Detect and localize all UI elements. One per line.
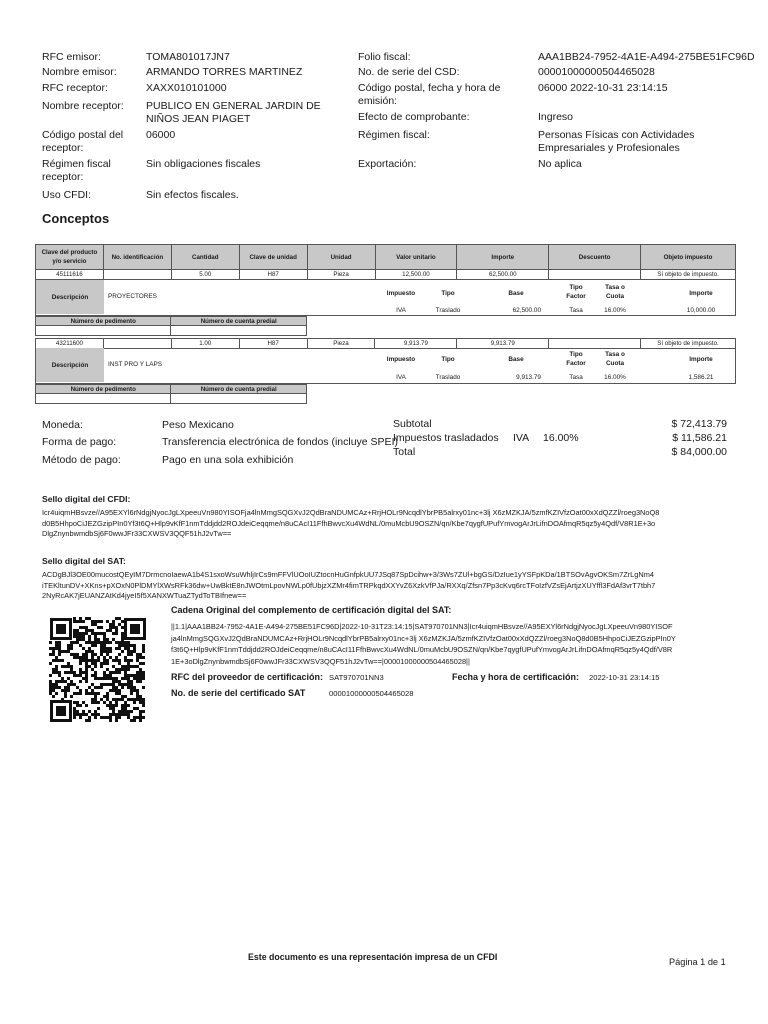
nombre-emisor-label: Nombre emisor: <box>42 66 117 78</box>
tax-base: 9,913.79 <box>516 374 541 381</box>
tax-header-tasa: Tasa o Cuota <box>605 284 625 300</box>
tax-header-impuesto: Impuesto <box>386 356 416 363</box>
cadena-title: Cadena Original del complemento de certificación digital del SAT: <box>171 605 452 615</box>
cell-importe: 62,500.00 <box>457 270 549 280</box>
rfc-receptor-value: XAXX010101000 <box>146 82 227 94</box>
subtotal-label: Subtotal <box>393 418 432 430</box>
th-unidad: Unidad <box>307 245 375 270</box>
pedimento-table-item-2 <box>35 384 307 404</box>
tax-header-importe: Importe <box>689 290 713 297</box>
serie-csd-label: No. de serie del CSD: <box>358 66 460 78</box>
sello-cfdi-text <box>42 508 742 540</box>
sello-cfdi-line: DlgZnynbwmdbSj6F0wwJFr33CXWSV3QQF51hJ2vTw== <box>42 529 232 538</box>
sello-cfdi-title: Sello digital del CFDI: <box>42 494 131 504</box>
sello-sat-line: iTEKltunDV+XKns+pXOxN0PlDMYlXWsRFk36dw+UwBktE8nJWOtmLpovNWLp0fUbjzXZMr4fimTRPkqdXXYvZ6XzkVfPJa/RXXq/Zfsn7Pp3cKvq6rcTFoIzfVZsEjArtjzXUYffl3FdAf3vrT7tbh7 <box>42 580 656 590</box>
table-row <box>36 270 736 280</box>
cp-fecha-label: Código postal, fecha y hora de emisión: <box>358 82 501 107</box>
tax-header-tipo: Tipo <box>441 356 455 363</box>
tax-header-tipo-factor: Tipo Factor <box>566 351 586 367</box>
cell-no-id <box>103 270 171 280</box>
pedimento-table-item-1 <box>35 316 307 336</box>
cadena-line: ||1.1|AAA1BB24-7952-4A1E-A494-275BE51FC96D|2022-10-31T23:14:15|SAT970701NN3|Icr4uiqmHBsvze//A95EXYl6rNdgjNyocJgLXpeeuVn980YISOF <box>171 622 673 631</box>
impuestos-tipo: IVA <box>513 432 530 444</box>
exportacion-label: Exportación: <box>358 158 417 170</box>
tax-header-base: Base <box>508 356 524 363</box>
cadena-line: 1E+3oDlgZnynbwmdbSj6F0wwJFr33CXWSV3QQF51hJ2vTw==|00001000000504465028|| <box>171 656 470 666</box>
total-label: Total <box>393 446 416 458</box>
rfc-proveedor-value: SAT970701NN3 <box>329 673 384 682</box>
nombre-emisor-value: ARMANDO TORRES MARTINEZ <box>146 66 303 78</box>
th-valor-unitario: Valor unitario <box>375 245 457 270</box>
efecto-value: Ingreso <box>538 111 574 123</box>
tax-header-base: Base <box>508 290 524 297</box>
folio-fiscal-value: AAA1BB24-7952-4A1E-A494-275BE51FC96D <box>538 51 755 63</box>
cuenta-predial-value <box>171 394 307 404</box>
cp-fecha-value: 06000 2022-10-31 23:14:15 <box>538 82 668 94</box>
descripcion-label: Descripción <box>36 280 104 314</box>
th-clave-producto: Clave del producto y/o servicio <box>36 245 104 270</box>
pedimento-header: Número de pedimento <box>36 385 171 394</box>
cell-cantidad: 1.00 <box>171 339 239 349</box>
regimen-fiscal-label: Régimen fiscal: <box>358 129 430 141</box>
tax-header-tipo-factor: Tipo Factor <box>566 284 586 300</box>
cell-objeto: Sí objeto de impuesto. <box>641 339 736 349</box>
serie-sat-value: 00001000000504465028 <box>329 689 414 698</box>
cp-receptor-label: Código postal del receptor: <box>42 129 124 154</box>
cell-clave: 45111616 <box>36 270 104 280</box>
sello-sat-text <box>42 570 742 602</box>
total-value: $ 84,000.00 <box>671 446 727 458</box>
tax-header-tasa: Tasa o Cuota <box>605 351 625 367</box>
impuestos-value: $ 11,586.21 <box>672 432 727 444</box>
sello-sat-line: 2NyRcAK7jEUANZAtKd4jyeI5f5XANXWTuaZTydToTBIfnew== <box>42 591 247 600</box>
fecha-cert-value: 2022-10-31 23:14:15 <box>589 673 660 682</box>
subtotal-value: $ 72,413.79 <box>671 418 727 430</box>
tax-impuesto: IVA <box>396 374 406 381</box>
tax-base: 62,500.00 <box>512 307 541 314</box>
cell-no-id <box>103 339 171 349</box>
cell-objeto: Sí objeto de impuesto. <box>641 270 736 280</box>
pedimento-header: Número de pedimento <box>36 317 171 326</box>
descripcion-block-item-1 <box>35 280 736 316</box>
tax-tipo: Traslado <box>435 307 461 314</box>
sello-cfdi-line: Icr4uiqmHBsvze//A95EXYl6rNdgjNyocJgLXpeeuVn980YISOFja4lnMmgSQGXvJ2QdBraNDUMCAz+RrjHOLr9NcqdlYbrPB5alrxy01nc+3lj X6zMZKJA/5zmfKZIVfzOat00xXdQZZl/roeg3NoQ8 <box>42 508 660 517</box>
tax-importe: 1,586.21 <box>688 374 714 381</box>
moneda-value: Peso Mexicano <box>162 419 234 431</box>
nombre-receptor-value: PUBLICO EN GENERAL JARDIN DE NIÑOS JEAN PIAGET <box>146 100 321 125</box>
conceptos-table-item-1 <box>35 244 736 280</box>
sello-sat-title: Sello digital del SAT: <box>42 556 126 566</box>
th-descuento: Descuento <box>549 245 641 270</box>
rfc-emisor-label: RFC emisor: <box>42 51 101 63</box>
pedimento-value <box>36 394 171 404</box>
uso-cfdi-value: Sin efectos fiscales. <box>146 189 239 201</box>
th-objeto-impuesto: Objeto impuesto <box>641 245 736 270</box>
descripcion-value: INST PRO Y LAPS <box>108 361 162 368</box>
table-row <box>36 339 736 349</box>
serie-sat-label: No. de serie del certificado SAT <box>171 688 306 698</box>
uso-cfdi-label: Uso CFDI: <box>42 189 92 201</box>
qr-code-image <box>49 617 147 723</box>
forma-pago-value: Transferencia electrónica de fondos (incluye SPEI) <box>162 436 398 448</box>
descripcion-value: PROYECTORES <box>108 293 157 300</box>
cell-cantidad: 5.00 <box>171 270 239 280</box>
rfc-emisor-value: TOMA801017JN7 <box>146 51 230 63</box>
metodo-pago-label: Método de pago: <box>42 454 121 466</box>
impuestos-label: Impuestos trasladados <box>393 432 499 444</box>
th-clave-unidad: Clave de unidad <box>239 245 307 270</box>
th-importe: Importe <box>457 245 549 270</box>
cell-clave-unidad: H87 <box>239 339 307 349</box>
tax-impuesto: IVA <box>396 307 406 314</box>
cadena-text <box>171 621 741 667</box>
cell-valor-unitario: 12,500.00 <box>375 270 457 280</box>
tax-factor: Tasa <box>569 307 583 314</box>
tax-factor: Tasa <box>569 374 583 381</box>
cell-importe: 9,913.79 <box>457 339 549 349</box>
folio-fiscal-label: Folio fiscal: <box>358 51 411 63</box>
tax-tasa: 16.00% <box>604 307 626 314</box>
cell-descuento <box>549 339 641 349</box>
cadena-line: ja4lnMmgSQGXvJ2QdBraNDUMCAz+RrjHOLr9NcqdlYbrPB5alrxy01nc+3lj X6zMZKJA/5zmfKZIVfzOat00xXdQZZl/roeg3NoQ8d0B5HhpoCiJEZGzipPIn0Y <box>171 633 676 643</box>
exportacion-value: No aplica <box>538 158 582 170</box>
rfc-proveedor-label: RFC del proveedor de certificación: <box>171 672 324 682</box>
descripcion-label: Descripción <box>36 348 104 382</box>
page-number: Página 1 de 1 <box>669 957 726 967</box>
rfc-receptor-label: RFC receptor: <box>42 82 108 94</box>
th-no-identificacion: No. identificación <box>103 245 171 270</box>
moneda-label: Moneda: <box>42 419 83 431</box>
conceptos-title: Conceptos <box>42 211 110 226</box>
tax-header-tipo: Tipo <box>441 290 455 297</box>
cell-clave-unidad: H87 <box>239 270 307 280</box>
cell-unidad: Pieza <box>307 339 375 349</box>
tax-tasa: 16.00% <box>604 374 626 381</box>
forma-pago-label: Forma de pago: <box>42 436 117 448</box>
cuenta-predial-header: Número de cuenta predial <box>171 317 307 326</box>
tax-tipo: Traslado <box>435 374 461 381</box>
efecto-label: Efecto de comprobante: <box>358 111 470 123</box>
cuenta-predial-header: Número de cuenta predial <box>171 385 307 394</box>
cell-clave: 43211600 <box>36 339 104 349</box>
tax-header-impuesto: Impuesto <box>386 290 416 297</box>
sello-cfdi-line: d0B5HhpoCiJEZGzipPIn0Yf3t6Q+Hlp9vKfF1nmTddjdd2ROJdeiCeqqme/n8uCAcI11FfhBwvcXu4WdNL/0muMcbU9OSZN/qn/Kbe7qygfUPufYmvogArJrLifnDOAfmqR5qz5y4Qdf/V8R1E+3o <box>42 518 656 528</box>
sello-sat-line: ACDgBJl3OE00mucostQEyIM7DrmcnoIaewA1b4S1sxoWsuWhljIrCs9mFFVlUOoIUZtocnHuGnfpkUU7JSq87SpDcihw+3/3Ws7ZUl+bgGS/DzIue1yYSFpKDa/1BTSOvAgvOKSm7ZrLgNm4 <box>42 570 654 579</box>
cp-receptor-value: 06000 <box>146 129 176 141</box>
cuenta-predial-value <box>171 326 307 336</box>
footer-text: Este documento es una representación impresa de un CFDI <box>248 952 498 962</box>
impuestos-tasa: 16.00% <box>543 432 579 444</box>
cadena-line: f3t6Q+Hlp9vKfF1nmTddjdd2ROJdeiCeqqme/n8uCAcI11FfhBwvcXu4WdNL/0muMcbU9OSZN/qn/Kbe7qygfUPufYmvogArJrLifnDOAfmqR5qz5y4Qdf/V8R <box>171 645 673 654</box>
tax-importe: 10,000.00 <box>686 307 716 314</box>
nombre-receptor-label: Nombre receptor: <box>42 100 124 112</box>
serie-csd-value: 00001000000504465028 <box>538 66 655 78</box>
pedimento-value <box>36 326 171 336</box>
cell-descuento <box>549 270 641 280</box>
cell-unidad: Pieza <box>307 270 375 280</box>
regimen-fiscal-value: Personas Físicas con Actividades Empresariales y Profesionales <box>538 129 695 154</box>
fecha-cert-label: Fecha y hora de certificación: <box>452 672 580 682</box>
cell-valor-unitario: 9,913.79 <box>375 339 457 349</box>
metodo-pago-value: Pago en una sola exhibición <box>162 454 294 466</box>
tax-header-importe: Importe <box>689 356 713 363</box>
regimen-receptor-label: Régimen fiscal receptor: <box>42 158 111 183</box>
regimen-receptor-value: Sin obligaciones fiscales <box>146 158 261 170</box>
descripcion-block-item-2 <box>35 348 736 384</box>
th-cantidad: Cantidad <box>171 245 239 270</box>
